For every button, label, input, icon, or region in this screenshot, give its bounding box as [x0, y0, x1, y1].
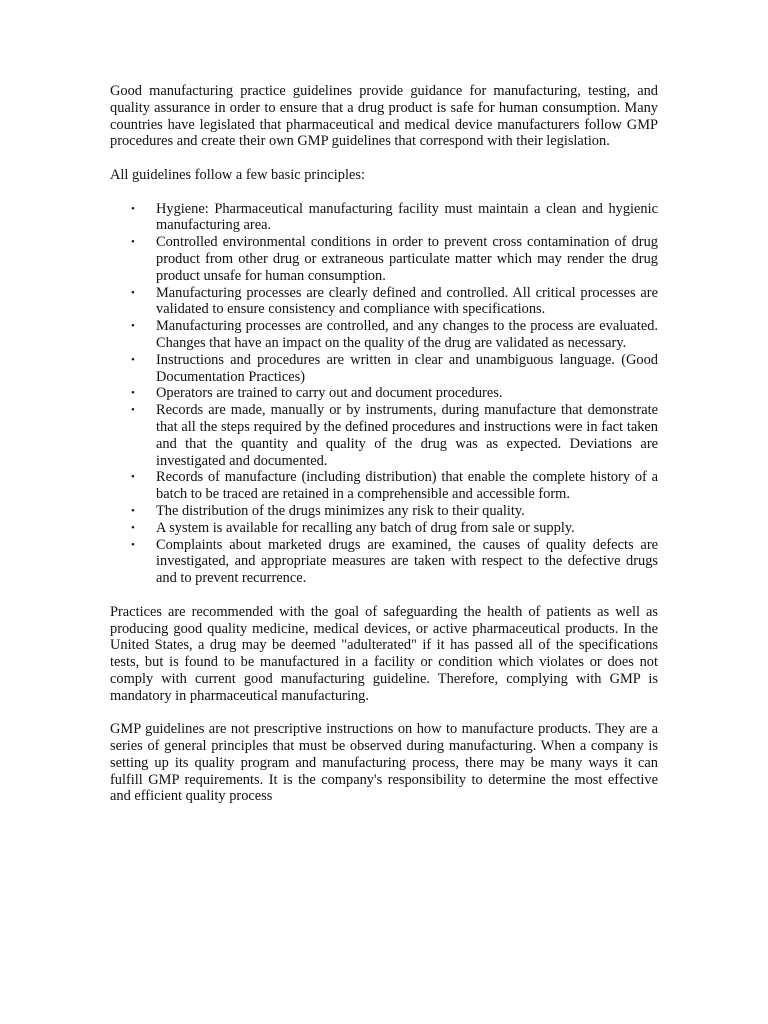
bullet-icon: •: [131, 404, 135, 417]
principle-text: The distribution of the drugs minimizes any risk to their quality.: [156, 502, 525, 519]
principle-item: [110, 537, 658, 587]
principle-text: Manufacturing processes are controlled, and any changes to the process are evaluated. Changes that have an impact on the quality of the drug are validated as necessary.: [156, 318, 658, 351]
principle-text: Controlled environmental conditions in order to prevent cross contamination of drug product from other drug or extraneous particulate matter which may render the drug product unsafe for human consumption.: [156, 234, 658, 284]
intro-paragraph: Good manufacturing practice guidelines provide guidance for manufacturing, testing, and quality assurance in order to ensure that a drug product is safe for human consumption. Many countries have legislated that pharmaceutical and medical device manufacturers follow GMP procedures and create their own GMP guidelines that correspond with their legislation.: [110, 83, 658, 150]
practices-paragraph: Practices are recommended with the goal of safeguarding the health of patients as well as producing good quality medicine, medical devices, or active pharmaceutical products. In the United States, a drug may be deemed "adulterated" if it has passed all of the specifications tests, but is found to be manufactured in a facility or condition which violates or does not comply with current good manufacturing guideline. Therefore, complying with GMP is mandatory in pharmaceutical manufacturing.: [110, 603, 658, 704]
principle-item: [110, 352, 658, 386]
principle-item: [110, 201, 658, 235]
principle-text: Manufacturing processes are clearly defined and controlled. All critical processes are validated to ensure consistency and compliance with specifications.: [156, 284, 658, 318]
bullet-icon: •: [131, 202, 135, 215]
principle-item: [110, 503, 658, 520]
bullet-icon: •: [131, 471, 135, 484]
principle-item: [110, 385, 658, 402]
principle-item: [110, 285, 658, 319]
bullet-icon: •: [131, 387, 135, 400]
bullet-icon: •: [131, 521, 135, 534]
principle-text: Records of manufacture (including distribution) that enable the complete history of a batch to be traced are retained in a comprehensible and accessible form.: [156, 469, 658, 503]
principle-text: A system is available for recalling any batch of drug from sale or supply.: [156, 519, 575, 536]
principle-item: [110, 469, 658, 503]
principle-text: Hygiene: Pharmaceutical manufacturing facility must maintain a clean and hygienic manufacturing area.: [156, 200, 658, 234]
guidelines-paragraph: GMP guidelines are not prescriptive instructions on how to manufacture products. They are a series of general principles that must be observed during manufacturing. When a company is setting up its quality program and manufacturing process, there may be many ways it can fulfill GMP requirements. It is the company's responsibility to determine the most effective and efficient quality process: [110, 721, 658, 805]
bullet-icon: •: [131, 286, 135, 299]
principles-lead: All guidelines follow a few basic principles:: [110, 166, 365, 183]
principle-text: Operators are trained to carry out and document procedures.: [156, 385, 503, 402]
principle-item: [110, 402, 658, 469]
bullet-icon: •: [131, 504, 135, 517]
principle-item: [110, 234, 658, 284]
principle-text: Complaints about marketed drugs are examined, the causes of quality defects are investigated, and appropriate measures are taken with respect to the defective drugs and to prevent recurrence.: [156, 536, 658, 587]
principles-list: [110, 201, 658, 587]
bullet-icon: •: [131, 353, 135, 366]
bullet-icon: •: [131, 320, 135, 333]
principle-item: [110, 520, 658, 537]
principle-text: Records are made, manually or by instruments, during manufacture that demonstrate that all the steps required by the defined procedures and instructions were in fact taken and that the quantity and quality of the drug was as expected. Deviations are investigated and documented.: [156, 402, 658, 469]
bullet-icon: •: [131, 538, 135, 551]
bullet-icon: •: [131, 236, 135, 249]
principle-text: Instructions and procedures are written in clear and unambiguous language. (Good Documentation Practices): [156, 351, 658, 385]
principle-item: [110, 318, 658, 352]
